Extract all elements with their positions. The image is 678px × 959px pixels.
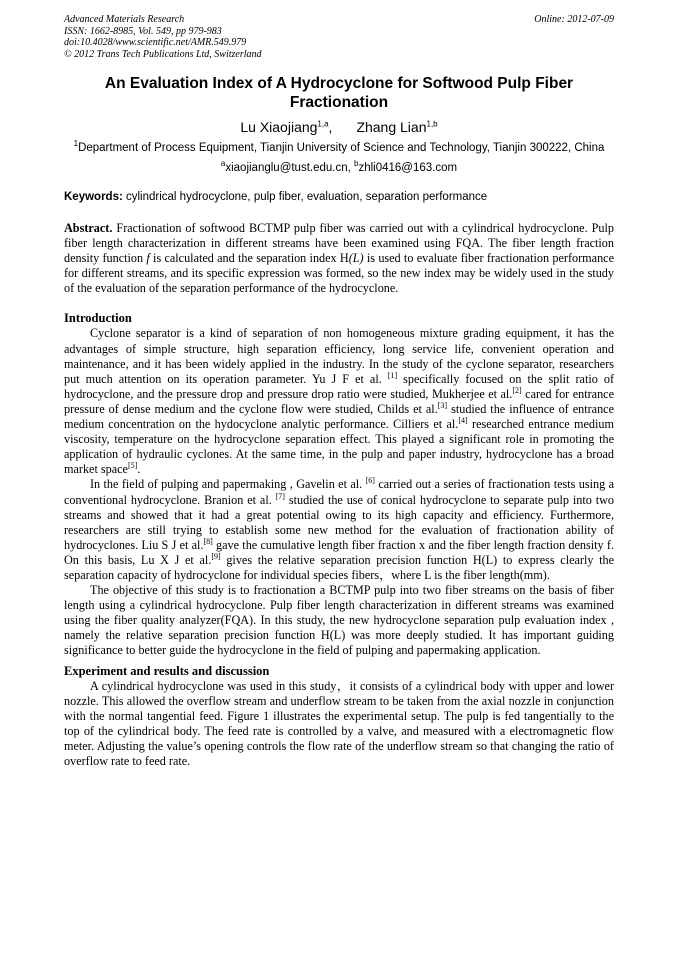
citation: [3] <box>437 400 448 410</box>
text-run: researched entrance medium viscosity, temperature on the hydrocyclone separation effect. This played a significant role in promoting the application of hydraulic cyclones. At the same time, in the pulp and paper industry, hydrocyclone has a broad market space <box>64 417 614 477</box>
citation: [1] <box>387 370 398 380</box>
affiliation <box>64 140 614 156</box>
citation: [2] <box>512 385 522 395</box>
text-run: gives the relative separation precision function H(L) to express clearly the separation capacity of hydrocyclone for individual species fibers，where L is the fiber length(mm). <box>64 552 614 582</box>
email-address: zhli0416@163.com <box>358 162 458 174</box>
paragraph <box>64 326 614 477</box>
abstract <box>64 221 614 296</box>
author-superscript: 1,b <box>426 119 438 129</box>
citation: [7] <box>275 491 285 501</box>
abstract-text: is used to evaluate fiber fractionation performance for different streams, and its specific expression was formed, so the new index may be widely used in the study of the evaluation of the separation performance of the hydrocyclone. <box>64 251 614 296</box>
email-superscript: b <box>354 159 359 169</box>
affiliation-text: Department of Process Equipment, Tianjin University of Science and Technology, Tianjin 300222, China <box>78 142 605 154</box>
journal-doi: doi:10.4028/www.scientific.net/AMR.549.979 <box>64 37 247 48</box>
section-heading-introduction: Introduction <box>64 311 132 326</box>
keywords <box>64 190 614 205</box>
citation: [9] <box>211 551 221 561</box>
experiment-body <box>64 679 614 770</box>
journal-issn: ISSN: 1662-8985, Vol. 549, pp 979-983 <box>64 25 222 37</box>
paper-title: An Evaluation Index of A Hydrocyclone for Softwood Pulp Fiber Fractionation <box>104 75 574 111</box>
email-address: xiaojianglu@tust.edu.cn, <box>225 162 355 174</box>
abstract-text: Fractionation of softwood BCTMP pulp fiber was carried out with a cylindrical hydrocyclone. Pulp fiber length characterization in different streams have been examined using FQA. The fiber length fraction density function <box>64 221 614 266</box>
author-list <box>64 118 614 136</box>
text-run: In the field of pulping and papermaking , Gavelin et al. <box>90 477 366 492</box>
journal-header <box>64 14 614 60</box>
keywords-text: cylindrical hydrocyclone, pulp fiber, evaluation, separation performance <box>122 191 488 203</box>
author-name: Zhang Lian <box>356 119 427 135</box>
abstract-symbol: f <box>146 251 150 266</box>
affiliation-superscript: 1 <box>73 139 79 149</box>
section-heading-experiment: Experiment and results and discussion <box>64 663 270 678</box>
text-run: Cyclone separator is a kind of separation of non homogeneous mixture grading equipment, it has the advantages of simple structure, high separation efficiency, long service life, convenient operation and maintenance, and it has been widely applied in the industry. In the study of the cyclone separator, researchers put much attention on its operation parameter. Yu J F et al. <box>64 326 614 386</box>
email-superscript: a <box>220 159 226 169</box>
citation: [4] <box>458 415 468 425</box>
citation: [8] <box>203 536 213 546</box>
paragraph: The objective of this study is to fractionation a BCTMP pulp into two fiber streams on the basis of fiber length using a cylindrical hydrocyclone. Pulp fiber length characterization in different streams was examined using the fiber quality analyzer(FQA). In this study, the new hydrocyclone separation pulp evaluation index , namely the relative separation precision function H(L) was more deeply studied. It has important guiding significance to better guide the hydrocyclone in the field of pulping and papermaking application. <box>64 583 614 658</box>
keywords-label: Keywords: <box>64 191 123 203</box>
online-date: Online: 2012-07-09 <box>534 14 614 25</box>
paragraph <box>64 477 614 583</box>
text-run: specifically focused on the split ratio of hydrocyclone, and the pressure drop and pressure drop ratio were studied, Mukherjee et al. <box>64 371 615 401</box>
text-run: gave the cumulative length fiber fraction x and the fiber length fraction density f. On this basis, Lu X J et al. <box>64 537 614 567</box>
abstract-label: Abstract. <box>64 221 113 235</box>
paragraph: A cylindrical hydrocyclone was used in this study，it consists of a cylindrical body with upper and lower nozzle. This allowed the overflow stream and underflow stream to be taken from the axial nozzle in conjunction with the normal tangential feed. Figure 1 illustrates the experimental setup. The pulp is fed tangentially to the top of the cylindrical body. The feed rate is controlled by a valve, and measured with a electromagnetic flow meter. Adjusting the value’s opening controls the flow rate of the underflow stream so that changing the ratio of overflow rate to feed rate. <box>64 678 614 768</box>
author-name: Lu Xiaojiang <box>240 119 318 135</box>
abstract-symbol: (L) <box>348 251 364 266</box>
email-list <box>64 160 614 176</box>
paper-page <box>64 14 614 769</box>
text-run: studied the use of conical hydrocyclone to separate pulp into two streams and showed that it had a great potential owing to its high capacity and efficiency. Furthermore, researchers are still trying to establish some new method for the evaluation of fractionation ability of hydrocyclones. Liu S J et al. <box>64 492 614 552</box>
text-run: carried out a series of fractionation tests using a conventional hydrocyclone. Branion et al. <box>64 477 614 507</box>
text-run: cared for entrance pressure of dense medium and the cyclone flow were studied, Childs et al. <box>64 386 614 416</box>
journal-copyright: © 2012 Trans Tech Publications Ltd, Switzerland <box>64 48 262 60</box>
citation: [5] <box>127 461 138 471</box>
author: Lu Xiaojiang$^{1,a}$, <box>240 119 333 135</box>
text-run: studied the influence of entrance medium concentration on the hydocyclone analytic performance. Cilliers et al. <box>64 401 615 432</box>
text-run: . <box>137 462 141 477</box>
journal-name: Advanced Materials Research <box>64 14 185 25</box>
author <box>356 118 437 136</box>
author-superscript: 1,a <box>317 119 329 129</box>
introduction-body <box>64 326 614 658</box>
abstract-text: is calculated and the separation index H <box>149 251 349 266</box>
citation: [6] <box>365 476 375 486</box>
